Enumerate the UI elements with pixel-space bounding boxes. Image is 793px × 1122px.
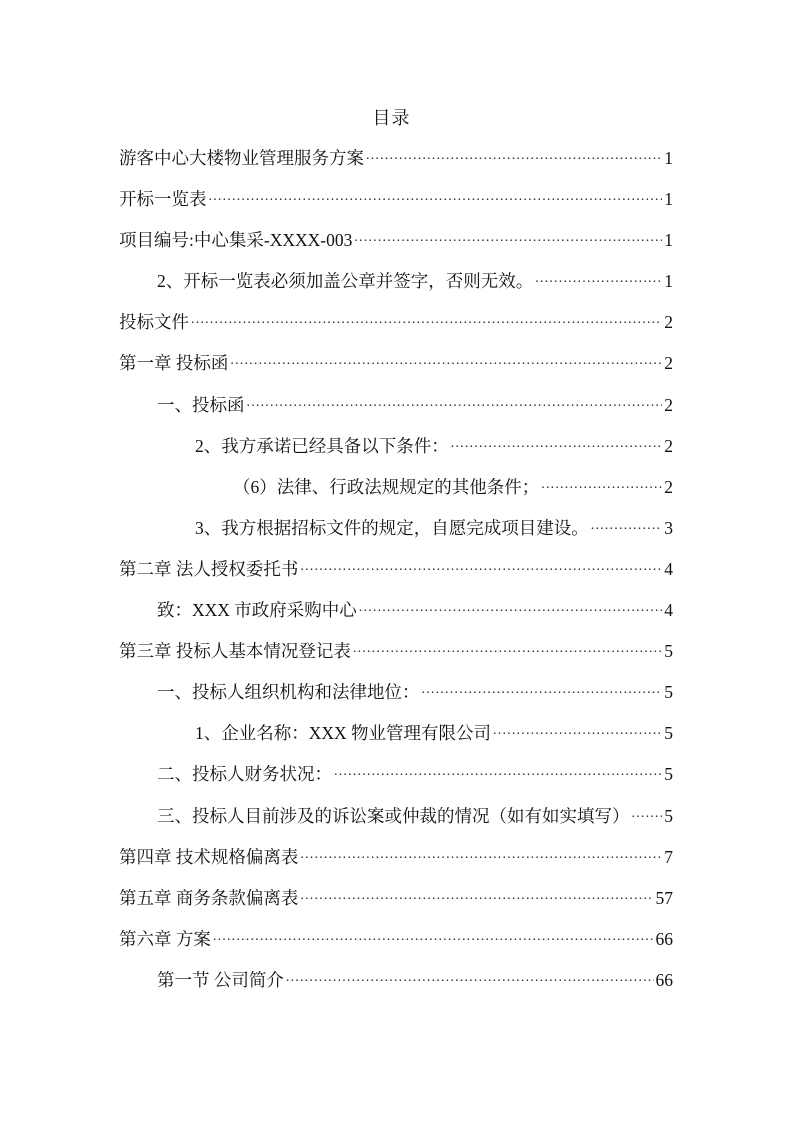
toc-entry-text: 一、投标人组织机构和法律地位： [157, 682, 420, 703]
toc-entry[interactable] [119, 351, 673, 392]
toc-entry-text: 投标文件 [119, 312, 189, 333]
toc-entry-text: 二、投标人财务状况： [157, 764, 332, 785]
toc-entry-text: 第一章 投标函 [119, 353, 229, 374]
toc-entry[interactable] [119, 557, 673, 598]
toc-entry[interactable] [119, 639, 673, 680]
toc-title: 目录 [372, 108, 411, 128]
toc-page-number: 5 [664, 805, 673, 826]
toc-entry[interactable] [119, 187, 673, 228]
toc-entry-text: 第五章 商务条款偏离表 [119, 887, 299, 908]
toc-leader-dots [230, 351, 662, 369]
toc-entry-text: 致：XXX 市政府采购中心 [157, 600, 357, 621]
toc-entry[interactable] [119, 886, 673, 927]
toc-entry-text: 2、我方承诺已经具备以下条件： [195, 435, 449, 456]
table-of-contents [119, 146, 673, 1009]
toc-page-number: 1 [664, 271, 673, 292]
toc-entry-text: 1、企业名称：XXX 物业管理有限公司 [195, 723, 492, 744]
toc-leader-dots [247, 393, 663, 411]
toc-entry[interactable] [119, 475, 673, 516]
toc-page-number: 3 [664, 517, 673, 538]
toc-leader-dots [535, 269, 662, 287]
toc-page-number: 5 [664, 682, 673, 703]
toc-page-number: 5 [664, 723, 673, 744]
toc-leader-dots [191, 310, 662, 328]
toc-entry-text: 游客中心大楼物业管理服务方案 [119, 148, 364, 168]
toc-entry[interactable] [119, 968, 673, 1009]
toc-leader-dots [354, 228, 662, 246]
toc-entry[interactable] [119, 721, 673, 762]
toc-leader-dots [213, 927, 654, 945]
toc-page-number: 2 [664, 394, 673, 415]
toc-page-number: 1 [664, 148, 673, 168]
toc-entry[interactable] [119, 269, 673, 310]
toc-entry[interactable] [119, 516, 673, 557]
toc-entry-text: 2、开标一览表必须加盖公章并签字，否则无效。 [157, 271, 534, 292]
toc-page-number: 1 [664, 230, 673, 251]
toc-leader-dots [334, 762, 662, 780]
toc-leader-dots [591, 516, 663, 534]
toc-leader-dots [353, 639, 662, 657]
toc-entry-text: 一、投标函 [157, 394, 245, 415]
toc-entry[interactable] [119, 434, 673, 475]
toc-entry-text: 三、投标人目前涉及的诉讼案或仲裁的情况（如有如实填写） [157, 805, 630, 826]
toc-leader-dots [209, 187, 663, 205]
toc-entry[interactable] [119, 680, 673, 721]
toc-entry[interactable] [119, 310, 673, 351]
toc-page-number: 4 [664, 600, 673, 621]
toc-page-number: 2 [664, 353, 673, 374]
toc-leader-dots [422, 680, 663, 698]
toc-leader-dots [493, 721, 662, 739]
toc-entry-text: 第四章 技术规格偏离表 [119, 846, 299, 867]
toc-entry[interactable] [119, 228, 673, 269]
toc-entry-text: 项目编号:中心集采-XXXX-003 [119, 230, 353, 251]
toc-leader-dots [359, 598, 662, 616]
toc-page-number: 7 [664, 846, 673, 867]
toc-page-number: 2 [664, 476, 673, 497]
toc-page-number: 57 [655, 887, 673, 908]
toc-entry-text: 第三章 投标人基本情况登记表 [119, 641, 351, 662]
toc-entry-text: 3、我方根据招标文件的规定，自愿完成项目建设。 [195, 517, 589, 538]
toc-entry[interactable] [119, 598, 673, 639]
toc-entry-text: 第一节 公司简介 [157, 969, 284, 990]
toc-entry[interactable] [119, 146, 673, 187]
toc-entry[interactable] [119, 804, 673, 845]
toc-entry-text: 第二章 法人授权委托书 [119, 558, 299, 579]
toc-page-number: 4 [664, 558, 673, 579]
toc-entry-text: （6）法律、行政法规规定的其他条件； [233, 476, 540, 497]
toc-leader-dots [300, 845, 662, 863]
toc-leader-dots [286, 968, 654, 986]
toc-entry[interactable] [119, 845, 673, 886]
toc-entry-text: 开标一览表 [119, 189, 207, 210]
toc-entry-text: 第六章 方案 [119, 928, 211, 949]
toc-leader-dots [451, 434, 663, 452]
toc-page-number: 1 [664, 189, 673, 210]
toc-page-number: 5 [664, 764, 673, 785]
toc-leader-dots [632, 804, 663, 822]
toc-leader-dots [300, 557, 662, 575]
toc-page-number: 5 [664, 641, 673, 662]
toc-leader-dots [366, 146, 662, 164]
toc-page-number: 2 [664, 435, 673, 456]
toc-entry[interactable] [119, 762, 673, 803]
toc-page-number: 66 [655, 969, 673, 990]
toc-page-number: 2 [664, 312, 673, 333]
toc-entry[interactable] [119, 927, 673, 968]
toc-leader-dots [541, 475, 662, 493]
toc-leader-dots [300, 886, 653, 904]
toc-entry[interactable] [119, 393, 673, 434]
toc-page-number: 66 [655, 928, 673, 949]
